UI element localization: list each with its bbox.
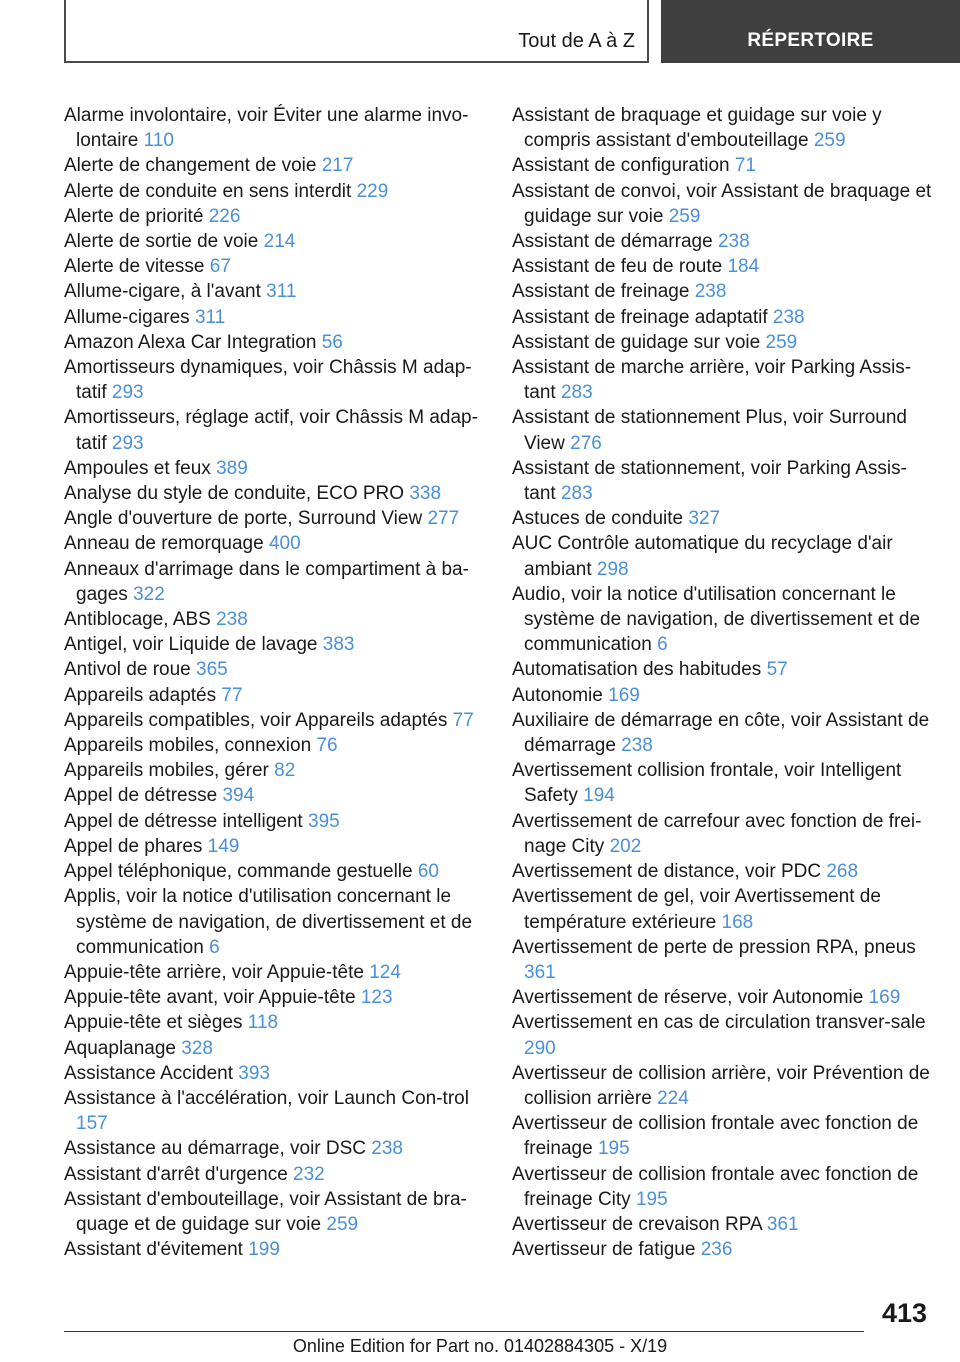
page-reference-link[interactable]: 110 bbox=[143, 130, 174, 152]
index-entry bbox=[64, 632, 484, 657]
footer bbox=[0, 1336, 960, 1357]
index-entry bbox=[64, 506, 484, 531]
index-entry bbox=[64, 229, 484, 254]
index-entry-text: Avertissement de gel, voir Avertissement de température extérieure bbox=[512, 886, 881, 933]
index-entry-text: Avertissement de carrefour avec fonction de frei‐nage City bbox=[512, 810, 922, 857]
index-entry bbox=[64, 179, 484, 204]
index-entry bbox=[512, 859, 932, 884]
page-reference-link[interactable]: 77 bbox=[221, 684, 243, 706]
page-reference-link[interactable]: 157 bbox=[76, 1113, 108, 1135]
index-entry bbox=[64, 481, 484, 506]
index-entry-text: Allume-cigares bbox=[64, 306, 190, 328]
index-entry-text: Appareils mobiles, connexion bbox=[64, 735, 312, 757]
index-entry bbox=[512, 809, 932, 859]
index-entry bbox=[64, 279, 484, 304]
index-entry-text: Assistance Accident bbox=[64, 1062, 233, 1084]
index-entry-text: Avertisseur de fatigue bbox=[512, 1239, 696, 1261]
index-entry-text: Ampoules et feux bbox=[64, 457, 211, 479]
page-reference-link[interactable]: 259 bbox=[813, 130, 846, 152]
index-entry bbox=[64, 657, 484, 682]
page-reference-link[interactable]: 259 bbox=[765, 331, 798, 353]
index-entry bbox=[512, 1061, 932, 1111]
index-entry-text: Avertisseur de collision arrière, voir Prévention de collision arrière bbox=[512, 1062, 930, 1109]
page-reference-link[interactable]: 311 bbox=[194, 306, 226, 328]
index-entry-text: Assistant de feu de route bbox=[512, 256, 723, 278]
index-entry bbox=[64, 1237, 484, 1262]
index-entry-text: Antigel, voir Liquide de lavage bbox=[64, 634, 318, 656]
page-reference-link[interactable]: 238 bbox=[216, 609, 248, 631]
index-entry-text: Appel de détresse intelligent bbox=[64, 810, 303, 832]
index-entry bbox=[512, 531, 932, 581]
index-entry-text: Assistance à l'accélération, voir Launch Con‐trol bbox=[64, 1087, 469, 1109]
page-reference-link[interactable]: 238 bbox=[621, 735, 653, 757]
index-entry-text: Appareils compatibles, voir Appareils adaptés bbox=[64, 709, 448, 731]
index-entry bbox=[512, 1010, 932, 1060]
index-entry bbox=[512, 456, 932, 506]
index-entry bbox=[64, 809, 484, 834]
index-entry-text: Auxiliaire de démarrage en côte, voir Assistant de démarrage bbox=[512, 709, 930, 757]
page-reference-link[interactable]: 365 bbox=[196, 659, 228, 681]
index-entry bbox=[64, 1061, 484, 1086]
index-entry-text: Appel de phares bbox=[64, 835, 203, 857]
index-entry bbox=[64, 1136, 484, 1161]
index-entry-text: Assistant de stationnement, voir Parking Assis‐tant bbox=[512, 457, 907, 505]
page-reference-link[interactable]: 277 bbox=[427, 508, 460, 530]
index-entry-text: Appareils adaptés bbox=[64, 684, 217, 706]
index-entry-text: Appuie-tête avant, voir Appuie-tête bbox=[64, 987, 356, 1009]
page-reference-link[interactable]: 195 bbox=[597, 1138, 630, 1160]
page-reference-link[interactable]: 124 bbox=[369, 961, 401, 983]
index-column-right bbox=[512, 103, 932, 1262]
page-reference-link[interactable]: 238 bbox=[772, 306, 805, 328]
index-entry-text: Assistant de stationnement Plus, voir Surround View bbox=[512, 407, 907, 454]
index-entry bbox=[64, 884, 484, 960]
page-reference-link[interactable]: 123 bbox=[360, 987, 393, 1009]
page-reference-link[interactable]: 236 bbox=[700, 1239, 733, 1261]
index-entry bbox=[512, 1237, 932, 1262]
index-entry bbox=[64, 859, 484, 884]
index-entry bbox=[512, 153, 932, 178]
page-reference-link[interactable]: 56 bbox=[321, 331, 343, 353]
page-reference-link[interactable]: 268 bbox=[826, 861, 859, 883]
page-reference-link[interactable]: 293 bbox=[111, 382, 144, 404]
page-reference-link[interactable]: 322 bbox=[133, 583, 165, 605]
index-entry bbox=[64, 1162, 484, 1187]
page-reference-link[interactable]: 290 bbox=[524, 1037, 556, 1059]
index-entry-text: Avertissement en cas de circulation transver‐sale bbox=[512, 1012, 926, 1034]
index-entry bbox=[512, 305, 932, 330]
section-tab-label: RÉPERTOIRE bbox=[747, 30, 874, 51]
page-reference-link[interactable]: 238 bbox=[371, 1138, 403, 1160]
page-reference-link[interactable]: 76 bbox=[316, 735, 338, 757]
page-reference-link[interactable]: 298 bbox=[596, 558, 629, 580]
page-reference-link[interactable]: 168 bbox=[721, 911, 754, 933]
page-reference-link[interactable]: 6 bbox=[209, 936, 220, 958]
page-reference-link[interactable]: 338 bbox=[409, 483, 442, 505]
index-entry bbox=[512, 1212, 932, 1237]
index-entry bbox=[64, 783, 484, 808]
page-reference-link[interactable]: 199 bbox=[248, 1239, 280, 1261]
page-reference-link[interactable]: 118 bbox=[247, 1012, 279, 1034]
index-entry bbox=[512, 355, 932, 405]
index-entry bbox=[512, 935, 932, 985]
index-entry bbox=[512, 884, 932, 934]
page-reference-link[interactable]: 77 bbox=[452, 709, 474, 731]
page-reference-link[interactable]: 311 bbox=[266, 281, 297, 303]
index-entry bbox=[512, 657, 932, 682]
index-entry bbox=[512, 229, 932, 254]
index-entry-text: Astuces de conduite bbox=[512, 508, 684, 530]
index-entry-text: Assistant de braquage et guidage sur voie y compris assistant d'embouteillage bbox=[512, 105, 882, 152]
footer-divider bbox=[64, 1331, 864, 1332]
page-reference-link[interactable]: 394 bbox=[222, 785, 255, 807]
index-entry bbox=[64, 405, 484, 455]
index-entry bbox=[64, 254, 484, 279]
index-entry-text: Autonomie bbox=[512, 684, 603, 706]
page-reference-link[interactable]: 327 bbox=[688, 508, 721, 530]
index-entry bbox=[512, 279, 932, 304]
index-entry bbox=[64, 733, 484, 758]
page-reference-link[interactable]: 395 bbox=[308, 810, 340, 832]
page-reference-link[interactable]: 389 bbox=[216, 457, 248, 479]
index-entry-text: Assistance au démarrage, voir DSC bbox=[64, 1138, 367, 1160]
index-entry-text: Amortisseurs, réglage actif, voir Châssis M adap‐tatif bbox=[64, 407, 478, 454]
index-entry-text: Assistant de freinage adaptatif bbox=[512, 306, 768, 328]
index-entry-text: Aquaplanage bbox=[64, 1037, 176, 1059]
index-entry bbox=[64, 683, 484, 708]
page-reference-link[interactable]: 400 bbox=[268, 533, 301, 555]
index-entry bbox=[512, 179, 932, 229]
index-entry bbox=[64, 355, 484, 405]
index-entry-text: Antiblocage, ABS bbox=[64, 609, 211, 631]
page-reference-link[interactable]: 184 bbox=[727, 256, 760, 278]
index-entry-text: Appareils mobiles, gérer bbox=[64, 760, 269, 782]
index-entry-text: Assistant de démarrage bbox=[512, 231, 713, 253]
page-reference-link[interactable]: 293 bbox=[111, 432, 144, 454]
index-entry bbox=[512, 683, 932, 708]
page-reference-link[interactable]: 238 bbox=[694, 281, 727, 303]
index-entry bbox=[64, 330, 484, 355]
index-entry bbox=[64, 834, 484, 859]
page-reference-link[interactable]: 238 bbox=[717, 231, 750, 253]
page-number: 413 bbox=[881, 1298, 927, 1328]
index-entry-text: Assistant d'arrêt d'urgence bbox=[64, 1163, 288, 1185]
index-entry-text: Alerte de vitesse bbox=[64, 256, 205, 278]
index-entry-text: Avertisseur de collision frontale avec fonction de freinage City bbox=[512, 1163, 919, 1210]
index-entry-text: Anneau de remorquage bbox=[64, 533, 264, 555]
index-entry bbox=[64, 985, 484, 1010]
index-entry bbox=[64, 708, 484, 733]
index-entry-text: Audio, voir la notice d'utilisation concernant le système de navigation, de divertissement et de communication bbox=[512, 583, 921, 656]
index-entry-text: Avertisseur de collision frontale avec fonction de freinage bbox=[512, 1113, 919, 1160]
index-entry bbox=[512, 582, 932, 658]
page-reference-link[interactable]: 259 bbox=[668, 205, 701, 227]
index-entry-text: Avertissement de perte de pression RPA, pneus bbox=[512, 936, 916, 958]
index-entry-text: Assistant de marche arrière, voir Parking Assis‐tant bbox=[512, 357, 912, 404]
index-entry bbox=[512, 708, 932, 758]
index-entry bbox=[64, 305, 484, 330]
index-entry bbox=[64, 960, 484, 985]
page-reference-link[interactable]: 226 bbox=[208, 205, 241, 227]
page-reference-link[interactable]: 169 bbox=[608, 684, 640, 706]
index-entry-text: Analyse du style de conduite, ECO PRO bbox=[64, 483, 405, 505]
page-reference-link[interactable]: 361 bbox=[766, 1213, 799, 1235]
index-entry-text: Applis, voir la notice d'utilisation concernant le système de navigation, de divertissement et de communication bbox=[64, 886, 473, 958]
page-reference-link[interactable]: 67 bbox=[209, 256, 231, 278]
index-entry-text: Assistant de guidage sur voie bbox=[512, 331, 761, 353]
page-reference-link[interactable]: 57 bbox=[766, 659, 788, 681]
page-reference-link[interactable]: 361 bbox=[524, 961, 556, 983]
index-entry bbox=[64, 204, 484, 229]
index-entry-text: Avertissement collision frontale, voir Intelligent Safety bbox=[512, 760, 902, 807]
page-reference-link[interactable]: 283 bbox=[560, 483, 593, 505]
index-entry-text: Alerte de sortie de voie bbox=[64, 231, 259, 253]
index-entry bbox=[64, 1187, 484, 1237]
index-entry-text: AUC Contrôle automatique du recyclage d'air ambiant bbox=[512, 533, 893, 580]
index-entry bbox=[512, 103, 932, 153]
index-entry-text: Appuie-tête et sièges bbox=[64, 1012, 243, 1034]
index-entry bbox=[64, 1036, 484, 1061]
index-entry bbox=[512, 405, 932, 455]
index-entry-text: Assistant de configuration bbox=[512, 155, 730, 177]
index-entry bbox=[64, 153, 484, 178]
index-entry bbox=[64, 103, 484, 153]
index-entry bbox=[64, 557, 484, 607]
page-reference-link[interactable]: 224 bbox=[657, 1087, 689, 1109]
page-reference-link[interactable]: 383 bbox=[322, 634, 355, 656]
page-reference-link[interactable]: 217 bbox=[321, 155, 354, 177]
index-entry bbox=[64, 1086, 484, 1136]
index-entry-text: Alerte de priorité bbox=[64, 205, 204, 227]
page-reference-link[interactable]: 194 bbox=[583, 785, 615, 807]
index-entry bbox=[512, 330, 932, 355]
page-reference-link[interactable]: 71 bbox=[734, 155, 756, 177]
index-entry bbox=[64, 456, 484, 481]
index-entry-text: Assistant de freinage bbox=[512, 281, 690, 303]
index-entry-text: Amortisseurs dynamiques, voir Châssis M adap‐tatif bbox=[64, 357, 472, 404]
page-reference-link[interactable]: 232 bbox=[293, 1163, 325, 1185]
index-entry-text: Assistant d'évitement bbox=[64, 1239, 243, 1261]
index-entry bbox=[512, 758, 932, 808]
page-reference-link[interactable]: 214 bbox=[263, 231, 296, 253]
footer-edition: Online Edition for Part no. 01402884305 - X/19 bbox=[292, 1336, 668, 1356]
page-reference-link[interactable]: 259 bbox=[326, 1213, 359, 1235]
page-reference-link[interactable]: 276 bbox=[570, 432, 602, 454]
page-reference-link[interactable]: 6 bbox=[657, 634, 668, 656]
index-entry-text: Angle d'ouverture de porte, Surround View bbox=[64, 508, 423, 530]
page-reference-link[interactable]: 393 bbox=[238, 1062, 270, 1084]
page-reference-link[interactable]: 195 bbox=[635, 1188, 668, 1210]
index-entry bbox=[512, 506, 932, 531]
index-entry-text: Alerte de conduite en sens interdit bbox=[64, 180, 352, 202]
index-entry-text: Avertisseur de crevaison RPA bbox=[512, 1213, 762, 1235]
index-column-left bbox=[64, 103, 484, 1262]
index-entry-text: Alarme involontaire, voir Éviter une alarme invo‐lontaire bbox=[64, 105, 469, 152]
index-entry bbox=[64, 758, 484, 783]
page-reference-link[interactable]: 60 bbox=[417, 861, 439, 883]
page-reference-link[interactable]: 202 bbox=[609, 835, 642, 857]
index-entry-text: Alerte de changement de voie bbox=[64, 155, 317, 177]
header-section-box bbox=[64, 0, 649, 63]
index-entry bbox=[64, 1010, 484, 1035]
page-reference-link[interactable]: 82 bbox=[274, 760, 296, 782]
page-reference-link[interactable]: 283 bbox=[560, 382, 593, 404]
page-reference-link[interactable]: 169 bbox=[868, 987, 901, 1009]
index-entry bbox=[512, 1162, 932, 1212]
index-entry-text: Anneaux d'arrimage dans le compartiment à ba‐gages bbox=[64, 558, 469, 605]
index-entry bbox=[64, 531, 484, 556]
index-entry-text: Amazon Alexa Car Integration bbox=[64, 331, 317, 353]
index-entry-text: Appuie-tête arrière, voir Appuie-tête bbox=[64, 961, 364, 983]
index-entry-text: Antivol de roue bbox=[64, 659, 191, 681]
index-entry-text: Assistant d'embouteillage, voir Assistant de bra‐quage et de guidage sur voie bbox=[64, 1188, 467, 1235]
index-entry bbox=[512, 985, 932, 1010]
index-entry bbox=[512, 1111, 932, 1161]
section-title: Tout de A à Z bbox=[518, 30, 635, 52]
index-entry-text: Appel téléphonique, commande gestuelle bbox=[64, 861, 413, 883]
page-reference-link[interactable]: 328 bbox=[181, 1037, 213, 1059]
index-entry bbox=[64, 607, 484, 632]
index-entry-text: Allume-cigare, à l'avant bbox=[64, 281, 261, 303]
page-reference-link[interactable]: 149 bbox=[207, 835, 240, 857]
index-entry-text: Assistant de convoi, voir Assistant de braquage et guidage sur voie bbox=[512, 180, 932, 227]
page-reference-link[interactable]: 229 bbox=[356, 180, 389, 202]
index-entry-text: Avertissement de réserve, voir Autonomie bbox=[512, 987, 864, 1009]
index-entry-text: Appel de détresse bbox=[64, 785, 218, 807]
index-entry-text: Automatisation des habitudes bbox=[512, 659, 762, 681]
index-entry-text: Avertissement de distance, voir PDC bbox=[512, 861, 822, 883]
section-tab[interactable] bbox=[661, 0, 960, 63]
index-entry bbox=[512, 254, 932, 279]
